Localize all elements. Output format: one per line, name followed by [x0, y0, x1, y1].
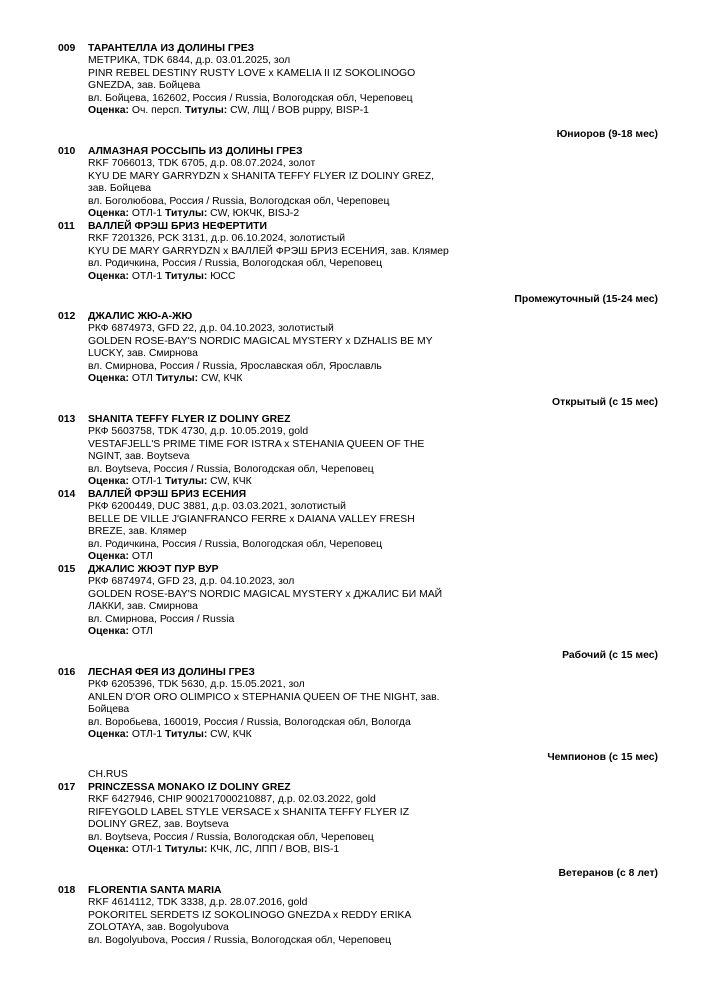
titles-value: CW, КЧК	[210, 475, 252, 487]
grade-value: ОТЛ-1	[131, 843, 163, 855]
entry-details	[88, 43, 468, 117]
result-line	[88, 105, 468, 117]
grade-value: ОТЛ	[131, 372, 153, 384]
dog-name: ЛЕСНАЯ ФЕЯ ИЗ ДОЛИНЫ ГРЕЗ	[88, 667, 255, 678]
grade-label: Оценка:	[88, 625, 129, 637]
entry-details	[88, 221, 468, 283]
grade-label: Оценка:	[88, 207, 129, 219]
entry-number: 009	[58, 43, 76, 54]
titles-label: Титулы:	[165, 475, 208, 487]
owner-line: вл. Bogolyubova, Россия / Russia, Вологодская обл, Череповец	[88, 934, 392, 946]
titles-value: КЧК, ЛС, ЛПП / BOB, BIS-1	[210, 843, 340, 855]
pedigree-line: KYU DE MARY GARRYDZN x ВАЛЛЕЙ ФРЭШ БРИЗ ЕСЕНИЯ, зав. Клямер	[88, 245, 449, 257]
dog-name: ТАРАНТЕЛЛА ИЗ ДОЛИНЫ ГРЕЗ	[88, 43, 255, 54]
pedigree-line: DOLINY GREZ, зав. Boytseva	[88, 819, 229, 831]
grade-label: Оценка:	[88, 728, 129, 740]
pedigree-line: Бойцева	[88, 704, 130, 716]
entry-number: 016	[58, 667, 76, 678]
dog-name: FLORENTIA SANTA MARIA	[88, 885, 222, 896]
entry-number: 017	[58, 782, 76, 793]
grade-value: ОТЛ-1	[131, 207, 163, 219]
titles-value: CW, ЮКЧК, BISJ-2	[210, 207, 300, 219]
result-line	[88, 373, 468, 385]
dog-name: PRINCZESSA MONAKO IZ DOLINY GREZ	[88, 782, 291, 793]
registration-line: РКФ 5603758, TDK 4730, д.р. 10.05.2019, gold	[88, 426, 309, 438]
registration-line: РКФ 6200449, DUC 3881, д.р. 03.03.2021, золотистый	[88, 501, 346, 513]
dog-name: ВАЛЛЕЙ ФРЭШ БРИЗ НЕФЕРТИТИ	[88, 221, 267, 232]
registration-line: RKF 7201326, PCK 3131, д.р. 06.10.2024, золотистый	[88, 233, 346, 245]
entry-number: 015	[58, 564, 76, 575]
dog-name: ДЖАЛИС ЖЮ-А-ЖЮ	[88, 311, 193, 322]
entry-number: 012	[58, 311, 76, 322]
titles-label: Титулы:	[165, 843, 208, 855]
pedigree-line: RIFEYGOLD LABEL STYLE VERSACE x SHANITA TEFFY FLYER IZ	[88, 806, 410, 818]
result-line	[88, 551, 468, 563]
grade-label: Оценка:	[88, 372, 129, 384]
entry-number: 014	[58, 489, 76, 500]
titles-value: CW, КЧК	[200, 372, 243, 384]
result-line	[88, 271, 468, 283]
registration-line: РКФ 6874974, GFD 23, д.р. 04.10.2023, зол	[88, 576, 295, 588]
grade-value: ОТЛ	[131, 550, 153, 562]
pedigree-line: GOLDEN ROSE-BAY'S NORDIC MAGICAL MYSTERY x ДЖАЛИС БИ МАЙ	[88, 588, 443, 600]
result-line	[88, 476, 468, 488]
class-heading: Открытый (с 15 мес)	[552, 397, 658, 408]
pedigree-line: зав. Бойцева	[88, 183, 152, 195]
registration-line: RKF 4614112, TDK 3338, д.р. 28.07.2016, gold	[88, 897, 308, 909]
result-line	[88, 844, 468, 856]
grade-label: Оценка:	[88, 550, 129, 562]
entry-details	[88, 146, 468, 220]
pedigree-line: GOLDEN ROSE-BAY'S NORDIC MAGICAL MYSTERY x DZHALIS BE MY	[88, 335, 433, 347]
titles-label: Титулы:	[165, 270, 208, 282]
class-heading: Чемпионов (с 15 мес)	[547, 752, 658, 763]
pedigree-line: BREZE, зав. Клямер	[88, 526, 187, 538]
entry-number: 011	[58, 221, 75, 232]
entry-details	[88, 311, 468, 385]
owner-line: вл. Воробьева, 160019, Россия / Russia, Вологодская обл, Вологда	[88, 716, 411, 728]
entry-number: 013	[58, 414, 76, 425]
grade-label: Оценка:	[88, 843, 129, 855]
owner-line: вл. Смирнова, Россия / Russia, Ярославская обл, Ярославль	[88, 360, 382, 372]
owner-line: вл. Бойцева, 162602, Россия / Russia, Вологодская обл, Череповец	[88, 92, 413, 104]
entry-details	[88, 414, 468, 488]
registration-line: RKF 6427946, CHIP 900217000210887, д.р. 02.03.2022, gold	[88, 794, 376, 806]
entry-details	[88, 885, 468, 947]
titles-value: CW, ЛЩ / BOB puppy, BISP-1	[230, 104, 369, 116]
class-heading: Юниоров (9-18 мес)	[556, 129, 658, 140]
owner-line: вл. Боголюбова, Россия / Russia, Вологодская обл, Череповец	[88, 195, 390, 207]
class-heading: Ветеранов (с 8 лет)	[558, 868, 658, 879]
pedigree-line: ЛАККИ, зав. Смирнова	[88, 601, 198, 613]
registration-line: МЕТРИКА, TDK 6844, д.р. 03.01.2025, зол	[88, 55, 291, 67]
owner-line: вл. Смирнова, Россия / Russia	[88, 613, 235, 625]
entry-number: 018	[58, 885, 76, 896]
result-line	[88, 208, 468, 220]
entry-details	[88, 667, 468, 741]
pedigree-line: ANLEN D'OR ORO OLIMPICO x STEPHANIA QUEEN OF THE NIGHT, зав.	[88, 691, 440, 703]
entry-number: 010	[58, 146, 76, 157]
owner-line: вл. Родичкина, Россия / Russia, Вологодская обл, Череповец	[88, 538, 383, 550]
pedigree-line: NGINT, зав. Boytseva	[88, 451, 190, 463]
result-line	[88, 626, 468, 638]
pedigree-line: VESTAFJELL'S PRIME TIME FOR ISTRA x STEHANIA QUEEN OF THE	[88, 438, 425, 450]
dog-name: ВАЛЛЕЙ ФРЭШ БРИЗ ЕСЕНИЯ	[88, 489, 247, 500]
pedigree-line: POKORITEL SERDETS IZ SOKOLINOGO GNEZDA x REDDY ERIKA	[88, 909, 412, 921]
titles-label: Титулы:	[165, 207, 208, 219]
class-heading: Промежуточный (15-24 мес)	[514, 294, 658, 305]
titles-label: Титулы:	[165, 728, 208, 740]
grade-label: Оценка:	[88, 104, 129, 116]
grade-value: ОТЛ	[131, 625, 153, 637]
titles-label: Титулы:	[184, 104, 228, 116]
registration-line: РКФ 6205396, TDK 5630, д.р. 15.05.2021, зол	[88, 679, 305, 691]
grade-value: ОТЛ-1	[131, 475, 163, 487]
titles-value: CW, КЧК	[210, 728, 252, 740]
titles-label: Титулы:	[155, 372, 199, 384]
pedigree-line: GNEZDA, зав. Бойцева	[88, 80, 201, 92]
pedigree-line: PINR REBEL DESTINY RUSTY LOVE x KAMELIA II IZ SOKOLINOGO	[88, 67, 416, 79]
entry-details	[88, 489, 468, 563]
owner-line: вл. Boytseva, Россия / Russia, Вологодская обл, Череповец	[88, 831, 374, 843]
registration-line: RKF 7066013, TDK 6705, д.р. 08.07.2024, золот	[88, 158, 316, 170]
dog-name: SHANITA TEFFY FLYER IZ DOLINY GREZ	[88, 414, 291, 425]
grade-value: ОТЛ-1	[131, 728, 163, 740]
grade-label: Оценка:	[88, 475, 129, 487]
owner-line: вл. Родичкина, Россия / Russia, Вологодская обл, Череповец	[88, 258, 383, 270]
grade-value: Оч. персп.	[131, 104, 183, 116]
champion-prefix: CH.RUS	[88, 769, 128, 780]
grade-value: ОТЛ-1	[131, 270, 163, 282]
class-heading: Рабочий (с 15 мес)	[562, 650, 658, 661]
entry-details	[88, 564, 468, 638]
dog-name: АЛМАЗНАЯ РОССЫПЬ ИЗ ДОЛИНЫ ГРЕЗ	[88, 146, 303, 157]
result-line	[88, 729, 468, 741]
registration-line: РКФ 6874973, GFD 22, д.р. 04.10.2023, золотистый	[88, 323, 334, 335]
pedigree-line: KYU DE MARY GARRYDZN x SHANITA TEFFY FLYER IZ DOLINY GREZ,	[88, 170, 435, 182]
grade-label: Оценка:	[88, 270, 129, 282]
entry-details	[88, 782, 468, 856]
owner-line: вл. Boytseva, Россия / Russia, Вологодская обл, Череповец	[88, 463, 374, 475]
pedigree-line: LUCKY, зав. Смирнова	[88, 348, 198, 360]
dog-name: ДЖАЛИС ЖЮЭТ ПУР ВУР	[88, 564, 219, 575]
pedigree-line: BELLE DE VILLE J'GIANFRANCO FERRE x DAIANA VALLEY FRESH	[88, 513, 415, 525]
titles-value: ЮСС	[210, 270, 236, 282]
pedigree-line: ZOLOTAYA, зав. Bogolyubova	[88, 922, 229, 934]
